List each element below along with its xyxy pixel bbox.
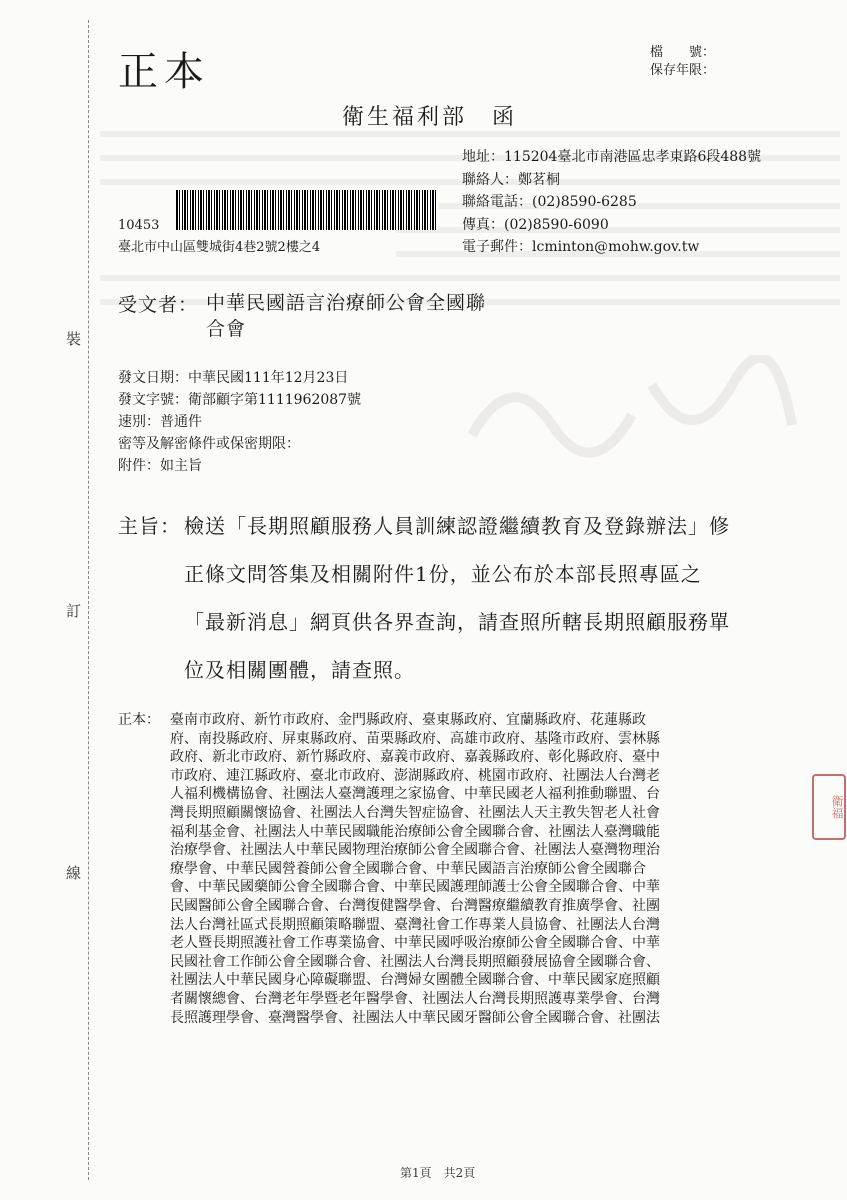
binding-mark-top: 裝 (66, 330, 82, 348)
postal-code: 10453 (118, 218, 160, 233)
cc-line: 會、中華民國藥師公會全國聯合會、中華民國護理師護士公會全國聯合會、中華 (170, 879, 660, 896)
cc-line: 灣長期照顧關懷協會、社團法人台灣失智症協會、社團法人天主教失智老人社會 (170, 804, 660, 821)
retention-period: 保存年限： (650, 63, 716, 78)
phone: 聯絡電話：(02)8590-6285 (462, 194, 637, 210)
document-number: 發文字號：衛部顧字第1111962087號 (118, 392, 362, 408)
secrecy-level: 密等及解密條件或保密期限： (118, 436, 300, 452)
subject-line: 正條文問答集及相關附件1份，並公布於本部長照專區之 (184, 562, 702, 586)
attachment: 附件：如主旨 (118, 458, 202, 474)
recipient-name-line1: 中華民國語言治療師公會全國聯 (206, 292, 487, 314)
cc-line: 民國醫師公會全國聯合會、台灣復健醫學會、台灣醫療繼續教育推廣學會、社團 (170, 897, 660, 914)
barcode (176, 190, 438, 230)
contact-person: 聯絡人：鄭茗桐 (462, 171, 560, 188)
subject-label: 主旨： (118, 514, 181, 538)
cc-line: 治療學會、社團法人中華民國物理治療師公會全國聯合會、社團法人臺灣物理治 (170, 842, 660, 859)
cc-line: 臺南市政府、新竹市政府、金門縣政府、臺東縣政府、宜蘭縣政府、花蓮縣政 (170, 712, 646, 728)
cc-line: 長照護理學會、臺灣醫學會、社團法人中華民國牙醫師公會全國聯合會、社團法 (170, 1009, 660, 1026)
cc-line: 社團法人中華民國身心障礙聯盟、台灣婦女團體全國聯合會、中華民國家庭照顧 (170, 972, 660, 989)
binding-mark-bottom: 線 (66, 864, 82, 882)
file-info (650, 44, 715, 80)
recipient-name (206, 290, 486, 342)
cc-label: 正本： (118, 712, 160, 728)
page-number: 第1頁 共2頁 (400, 1166, 476, 1180)
subject-text (184, 502, 784, 694)
meta-block (118, 367, 361, 477)
speed-category: 速別：普通件 (118, 414, 202, 430)
address: 地址：115204臺北市南港區忠孝東路6段488號 (462, 149, 762, 165)
cc-list (170, 711, 790, 1027)
cc-line: 市政府、連江縣政府、臺北市政府、澎湖縣政府、桃園市政府、社團法人台灣老 (170, 767, 660, 784)
issue-date: 發文日期：中華民國111年12月23日 (118, 370, 349, 386)
binding-line (88, 20, 89, 1180)
cc-line: 老人暨長期照護社會工作專業協會、中華民國呼吸治療師公會全國聯合會、中華 (170, 935, 660, 952)
recipient-address: 臺北市中山區雙城街4巷2號2樓之4 (118, 240, 321, 255)
cc-line: 民國社會工作師公會全國聯合會、社團法人台灣長期照顧發展協會全國聯合會、 (170, 953, 660, 970)
cc-line: 療學會、中華民國營養師公會全國聯合會、中華民國語言治療師公會全國聯合 (170, 860, 646, 877)
ghost-seal-strokes (452, 355, 812, 465)
cc-line: 者關懷總會、台灣老年學暨老年醫學會、社團法人台灣長期照護專業學會、台灣 (170, 990, 660, 1007)
binding-mark-middle: 訂 (66, 602, 82, 620)
cc-line: 府、南投縣政府、屏東縣政府、苗栗縣政府、高雄市政府、基隆市政府、雲林縣 (170, 730, 660, 747)
cc-line: 福利基金會、社團法人中華民國職能治療師公會全國聯合會、社團法人臺灣職能 (170, 823, 660, 840)
subject-line: 檢送「長期照顧服務人員訓練認證繼續教育及登錄辦法」修 (184, 514, 730, 538)
cc-line: 法人台灣社區式長期照顧策略聯盟、臺灣社會工作專業人員協會、社團法人台灣 (170, 916, 660, 933)
recipient-name-line2: 合會 (206, 318, 247, 340)
fax: 傳真：(02)8590-6090 (462, 216, 609, 233)
ghost-seal (452, 355, 812, 465)
subject-line: 位及相關團體，請查照。 (184, 658, 415, 682)
recipient-label: 受文者： (118, 294, 199, 316)
original-copy-stamp: 正本 (118, 49, 210, 95)
cc-line: 政府、新北市政府、新竹縣政府、嘉義市政府、嘉義縣政府、彰化縣政府、臺中 (170, 749, 660, 766)
subject-line: 「最新消息」網頁供各界查詢，請查照所轄長期照顧服務單 (184, 610, 730, 634)
file-number: 檔 號： (650, 45, 716, 60)
cc-line: 人福利機構協會、社團法人臺灣護理之家協會、中華民國老人福利推動聯盟、台 (170, 786, 660, 803)
side-seal-stamp: 衛福 (812, 774, 846, 840)
document-title: 衛生福利部 函 (342, 105, 518, 130)
contact-block (462, 146, 761, 259)
email: 電子郵件：lcminton@mohw.gov.tw (462, 239, 700, 255)
